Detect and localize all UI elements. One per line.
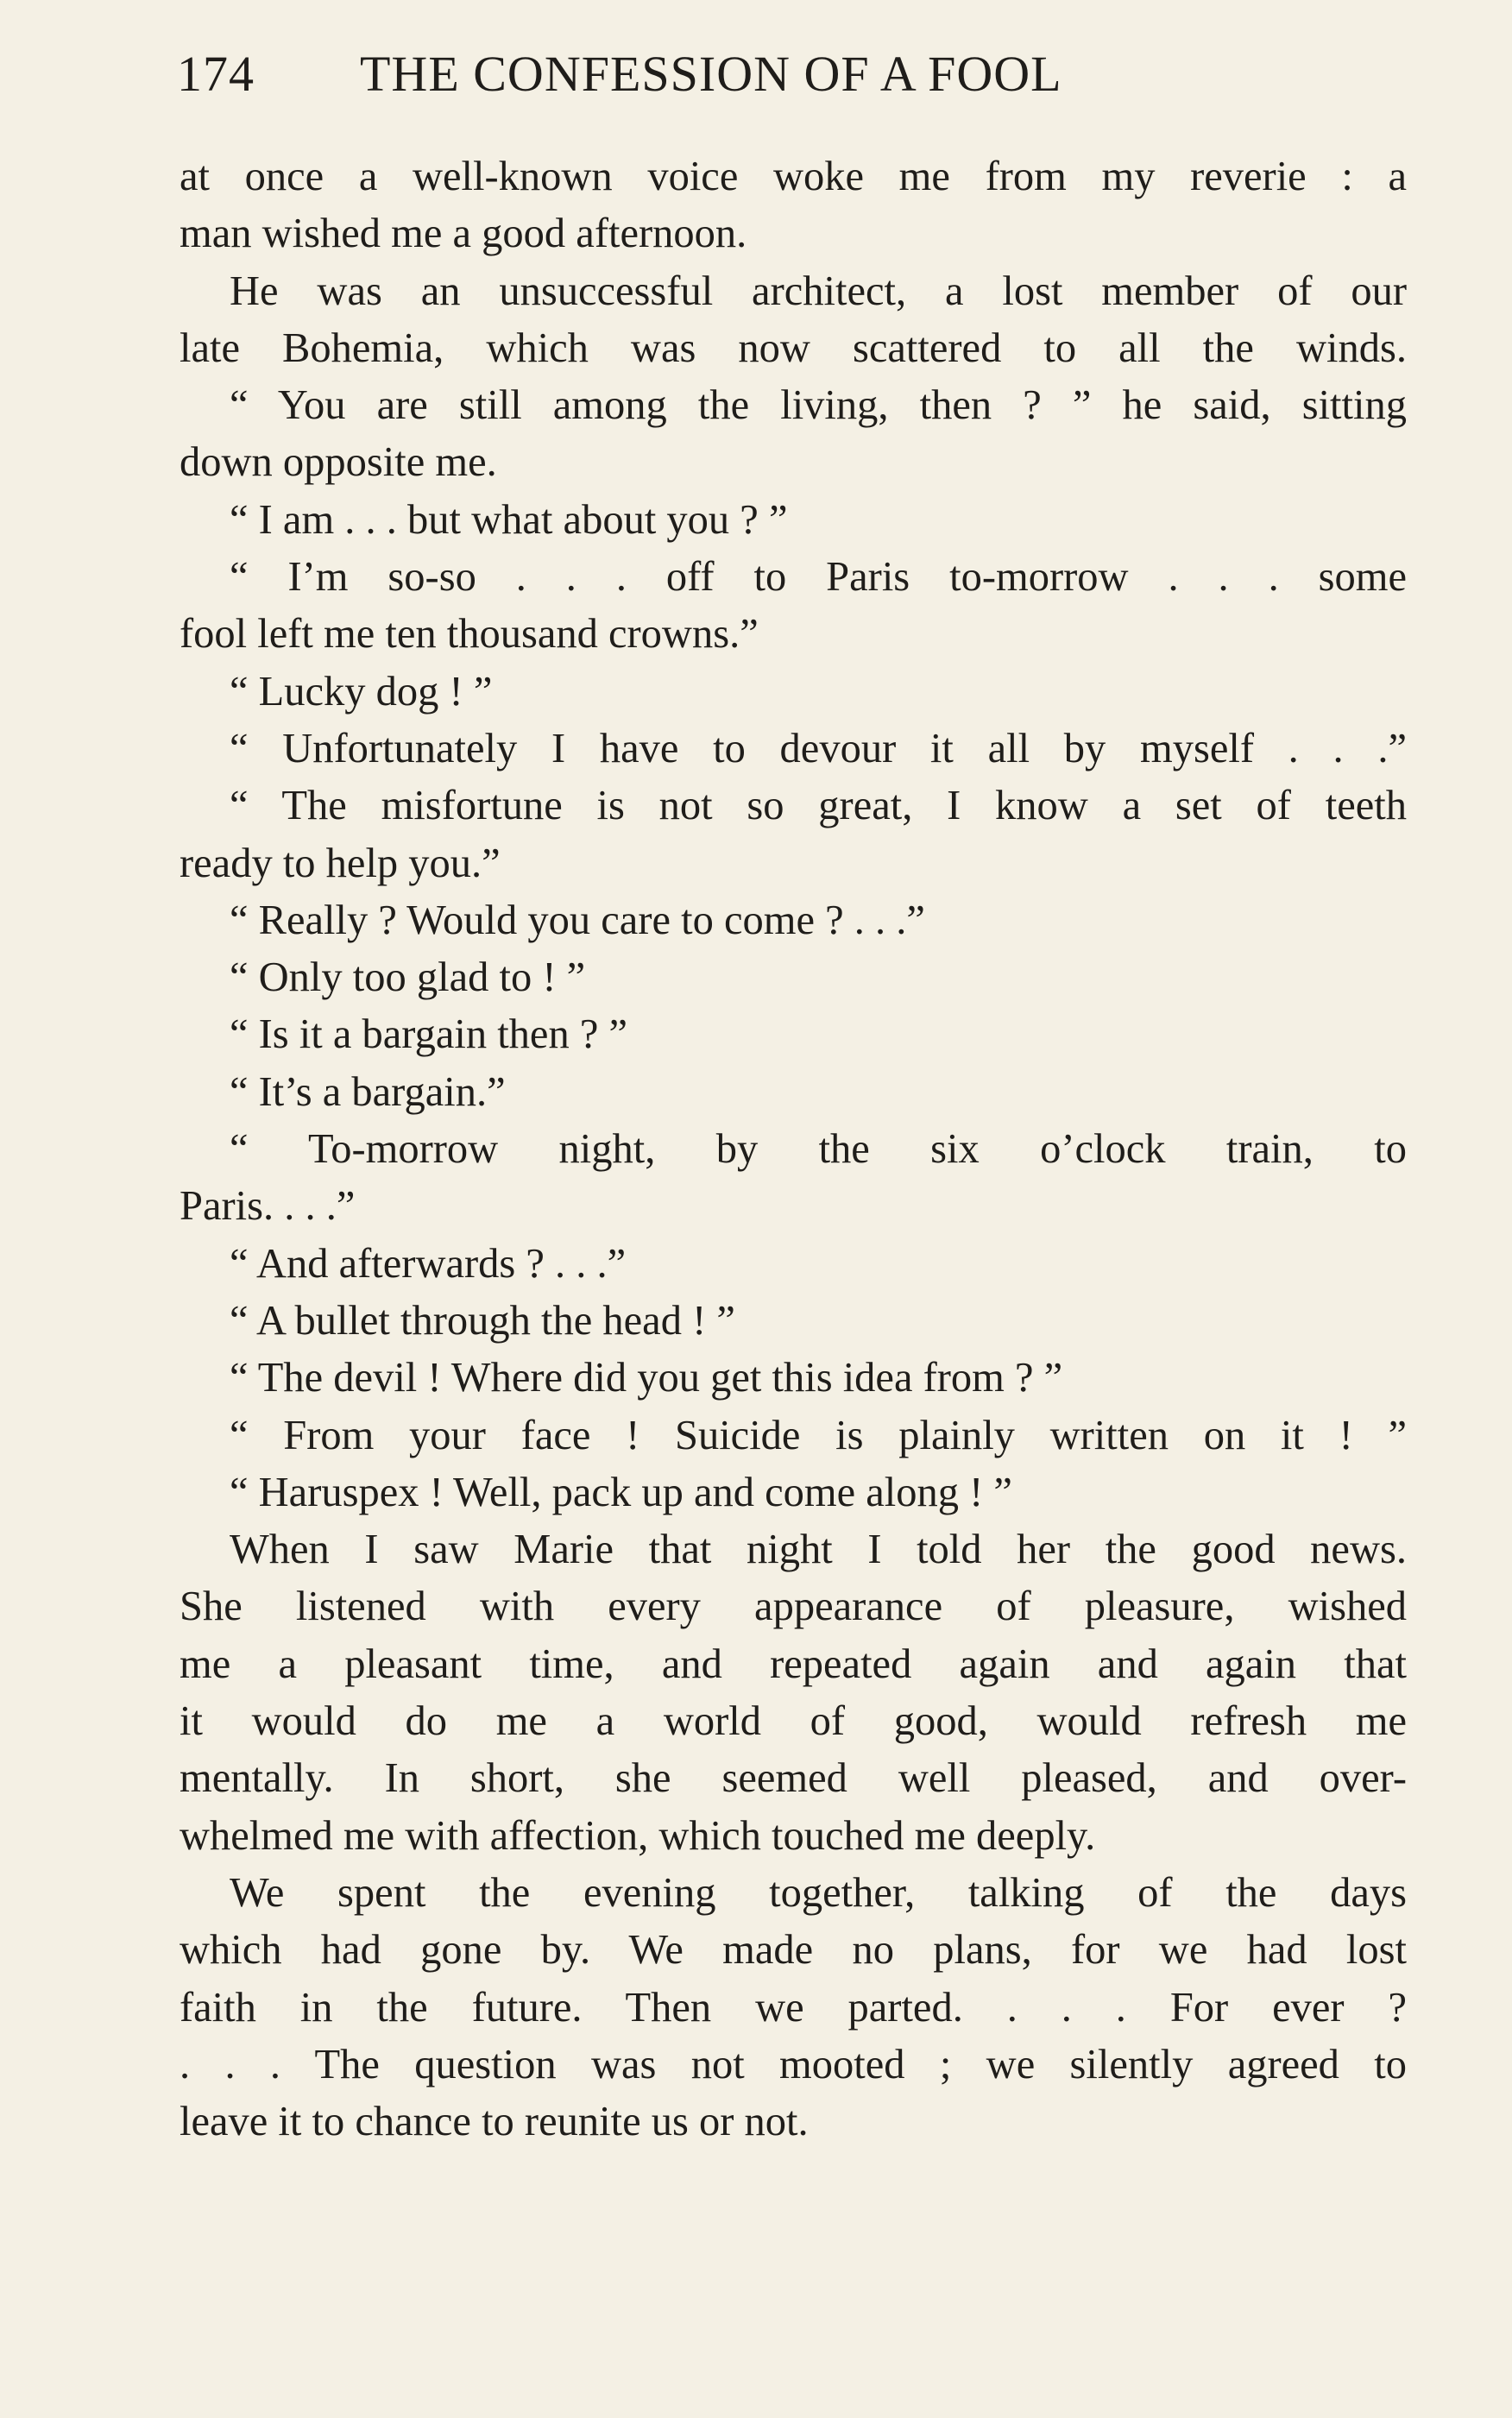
text-line: “ You are still among the living, then ? ” he said, sitting bbox=[230, 382, 1407, 429]
text-line: “ To-morrow night, by the six o’clock train, to bbox=[230, 1126, 1407, 1173]
text-line: down opposite me. bbox=[180, 439, 497, 486]
text-line: She listened with every appearance of pleasure, wished bbox=[180, 1584, 1407, 1630]
text-line: late Bohemia, which was now scattered to all the winds. bbox=[180, 324, 1407, 371]
text-line: it would do me a world of good, would refresh me bbox=[180, 1698, 1407, 1745]
text-line: “ Really ? Would you care to come ? . . .” bbox=[230, 897, 925, 943]
text-line: ready to help you.” bbox=[180, 840, 501, 886]
text-line: “ Haruspex ! Well, pack up and come along ! ” bbox=[230, 1469, 1012, 1515]
text-line: “ I am . . . but what about you ? ” bbox=[230, 496, 788, 543]
page-header bbox=[177, 45, 1411, 114]
text-line: faith in the future. Then we parted. . . . For ever ? bbox=[180, 1984, 1407, 2031]
text-line: whelmed me with affection, which touched me deeply. bbox=[180, 1812, 1096, 1859]
text-line: “ I’m so-so . . . off to Paris to-morrow . . . some bbox=[230, 554, 1407, 601]
text-line: “ And afterwards ? . . .” bbox=[230, 1240, 627, 1287]
text-line: “ From your face ! Suicide is plainly written on it ! ” bbox=[230, 1412, 1407, 1458]
text-line: which had gone by. We made no plans, for we had lost bbox=[180, 1927, 1407, 1974]
text-line: We spent the evening together, talking of the days bbox=[230, 1869, 1407, 1916]
text-line: When I saw Marie that night I told her the good news. bbox=[230, 1527, 1407, 1573]
text-line: “ The devil ! Where did you get this idea from ? ” bbox=[230, 1355, 1063, 1401]
text-line: man wished me a good afternoon. bbox=[180, 211, 747, 257]
text-line: “ A bullet through the head ! ” bbox=[230, 1297, 735, 1344]
text-line: “ It’s a bargain.” bbox=[230, 1068, 506, 1115]
text-line: He was an unsuccessful architect, a lost member of our bbox=[230, 268, 1407, 314]
text-line: leave it to chance to reunite us or not. bbox=[180, 2099, 809, 2145]
text-line: Paris. . . .” bbox=[180, 1183, 356, 1230]
text-line: me a pleasant time, and repeated again and again that bbox=[180, 1640, 1407, 1687]
body-text bbox=[180, 148, 1407, 2150]
text-line: “ Is it a bargain then ? ” bbox=[230, 1011, 628, 1058]
text-line: . . . The question was not mooted ; we silently agreed to bbox=[180, 2041, 1407, 2087]
text-line: fool left me ten thousand crowns.” bbox=[180, 611, 759, 658]
text-line: “ Only too glad to ! ” bbox=[230, 954, 586, 1001]
text-line: mentally. In short, she seemed well pleased, and over- bbox=[180, 1755, 1407, 1802]
text-line: at once a well-known voice woke me from my reverie : a bbox=[180, 154, 1407, 199]
text-line: “ Unfortunately I have to devour it all by myself . . .” bbox=[230, 725, 1407, 771]
page-number: 174 bbox=[177, 46, 255, 102]
text-line: “ Lucky dog ! ” bbox=[230, 668, 493, 715]
running-title: THE CONFESSION OF A FOOL bbox=[360, 46, 1062, 102]
text-line: “ The misfortune is not so great, I know a set of teeth bbox=[230, 783, 1407, 829]
